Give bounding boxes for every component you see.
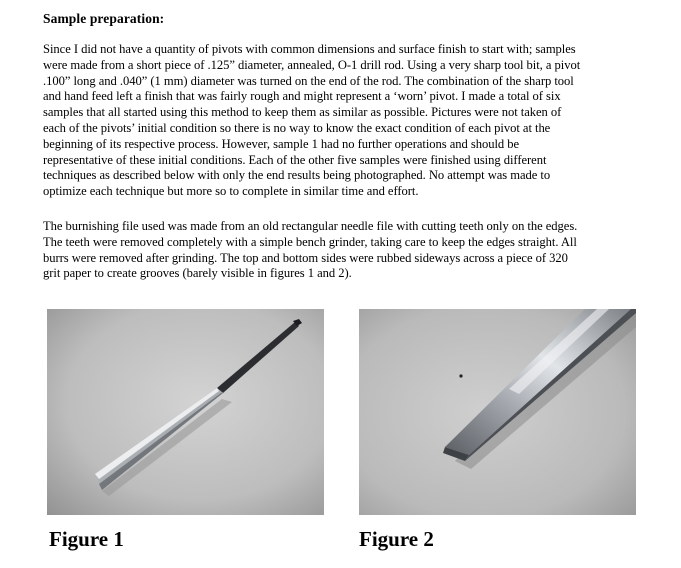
text-line: burrs were removed after grinding. The top and bottom sides were rubbed sideways across a piece of 320: [43, 250, 568, 265]
figure-2-photo: [359, 309, 636, 515]
text-line: were made from a short piece of .125” diameter, annealed, O-1 drill rod. Using a very sharp tool bit, a pivot: [43, 57, 581, 72]
text-line: representative of these initial conditions. Each of the other five samples were finished using different: [43, 152, 547, 167]
figure-1-photo: [47, 309, 324, 515]
text-line: and hand feed left a finish that was fairly rough and might represent a ‘worn’ pivot. I made a total of six: [43, 89, 561, 104]
text-line: beginning of its respective process. However, sample 1 had no further operations and should be: [43, 136, 520, 151]
text-line: grit paper to create grooves (barely visible in figures 1 and 2).: [43, 266, 352, 281]
text-line: techniques as described below with only the end results being photographed. No attempt was made to: [43, 168, 551, 183]
text-line: .100” long and .040” (1 mm) diameter was turned on the end of the rod. The combination of the sharp tool: [43, 73, 574, 88]
text-line: each of the pivots’ initial condition so there is no way to know the exact condition of each pivot at the: [43, 120, 551, 135]
text-line: optimize each technique but more so to complete in similar time and effort.: [43, 184, 419, 199]
section-heading: Sample preparation:: [43, 11, 165, 26]
figure-1-caption: Figure 1: [49, 527, 124, 551]
text-line: The teeth were removed completely with a simple bench grinder, taking care to keep the edges straight. All: [43, 234, 577, 249]
paragraph-sample-preparation: [43, 42, 647, 200]
text-line: The burnishing file used was made from an old rectangular needle file with cutting teeth only on the edges.: [43, 219, 578, 233]
text-line: Since I did not have a quantity of pivots with common dimensions and surface finish to start with; samples: [43, 42, 576, 56]
figure-2-caption: Figure 2: [359, 527, 434, 551]
paragraph-burnishing-file: [43, 219, 647, 282]
text-line: samples that all started using this method to keep them as similar as possible. Pictures were not taken of: [43, 105, 562, 120]
